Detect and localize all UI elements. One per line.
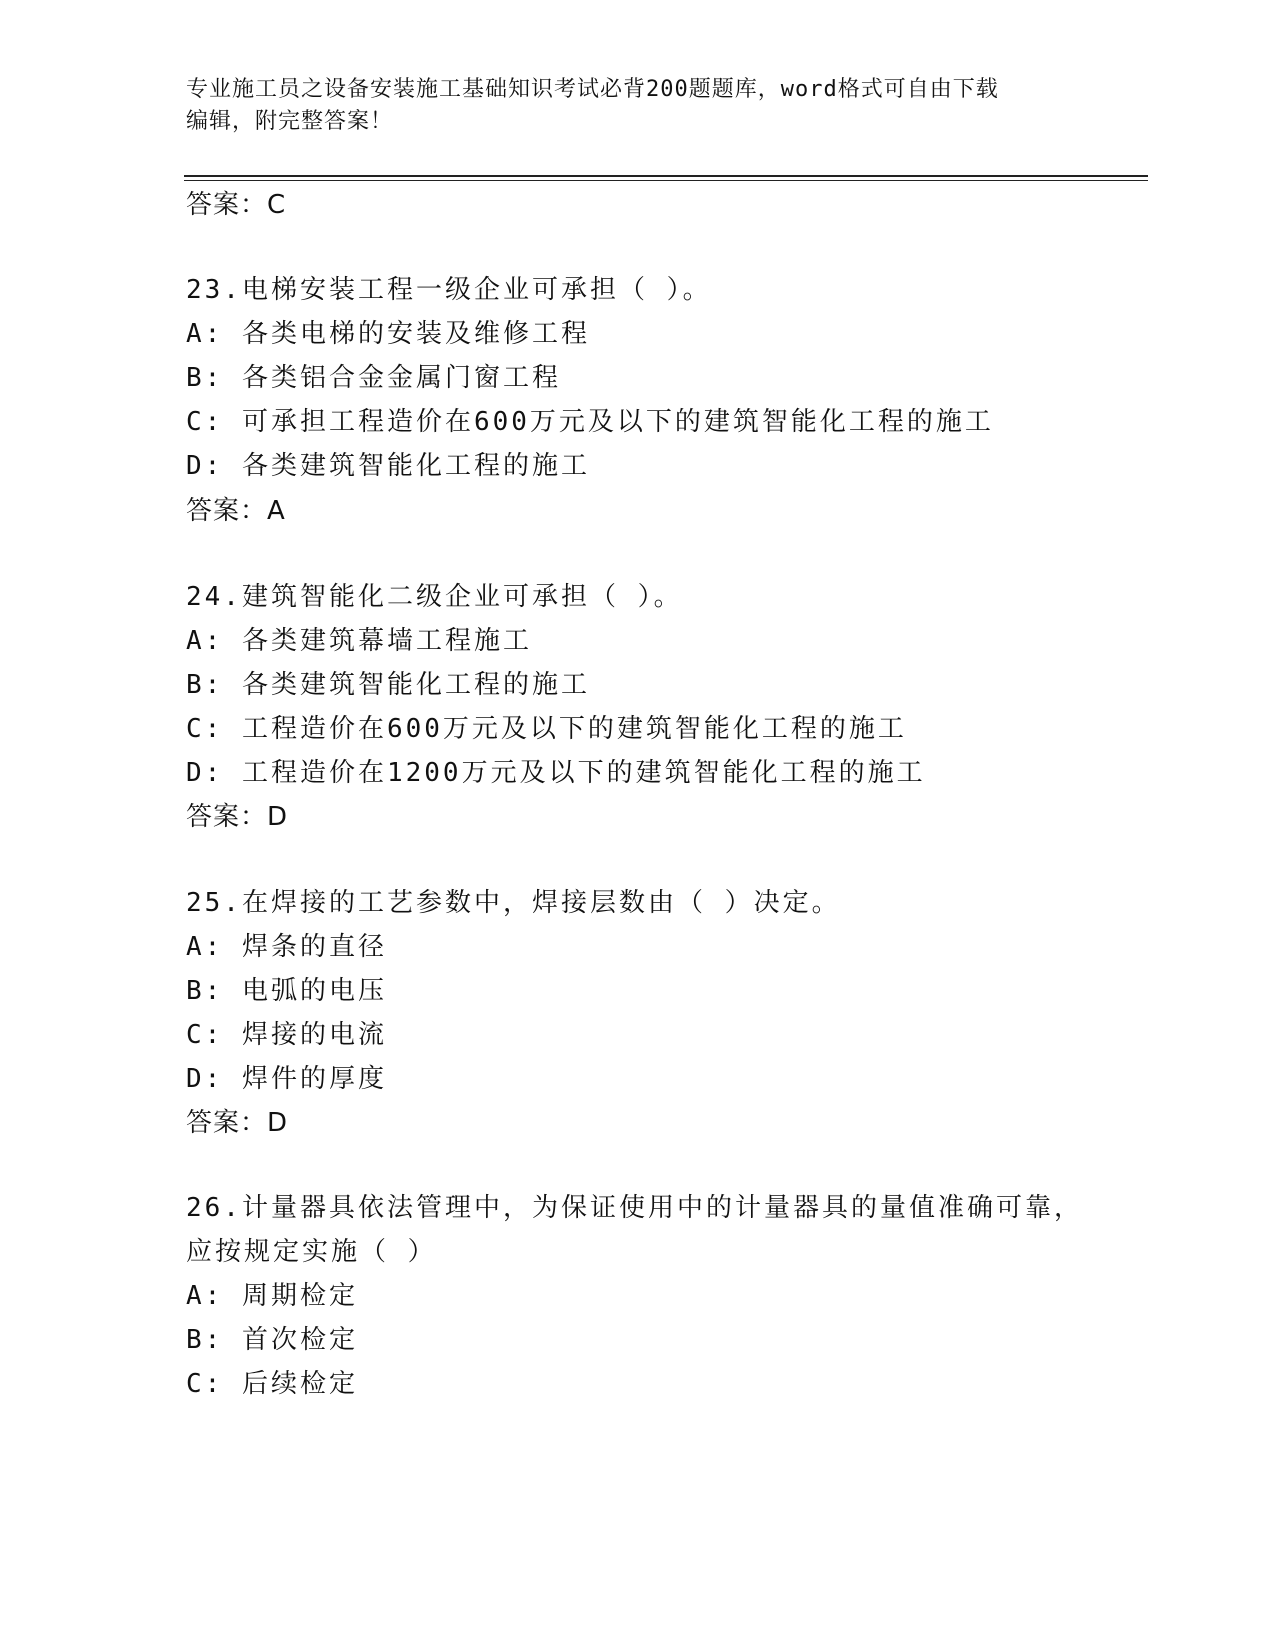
question-25-option-b: B: 电弧的电压 — [186, 976, 387, 1006]
header-line-2: 编辑，附完整答案！ — [186, 109, 394, 134]
question-25-option-c: C: 焊接的电流 — [186, 1020, 387, 1050]
question-25-stem: 25.在焊接的工艺参数中，焊接层数由（ ）决定。 — [186, 888, 841, 918]
question-23-option-d: D: 各类建筑智能化工程的施工 — [186, 451, 590, 481]
question-24-option-c: C: 工程造价在600万元及以下的建筑智能化工程的施工 — [186, 714, 907, 744]
question-24-answer: 答案：D — [186, 802, 289, 832]
question-23-stem: 23.电梯安装工程一级企业可承担（ ）。 — [186, 275, 712, 305]
question-24-stem: 24.建筑智能化二级企业可承担（ ）。 — [186, 582, 683, 612]
question-24-option-d: D: 工程造价在1200万元及以下的建筑智能化工程的施工 — [186, 758, 926, 788]
header-line-1: 专业施工员之设备安装施工基础知识考试必背200题题库，word格式可自由下载 — [186, 77, 999, 102]
question-26-stem-line-1: 26.计量器具依法管理中，为保证使用中的计量器具的量值准确可靠， — [186, 1193, 1083, 1223]
header-divider-thin — [184, 180, 1148, 181]
question-23-option-b: B: 各类铝合金金属门窗工程 — [186, 363, 561, 393]
question-25-answer: 答案：D — [186, 1108, 289, 1138]
header-divider-thick — [184, 175, 1148, 177]
question-26-option-c: C: 后续检定 — [186, 1369, 358, 1399]
question-24-option-b: B: 各类建筑智能化工程的施工 — [186, 670, 590, 700]
question-25-option-d: D: 焊件的厚度 — [186, 1064, 387, 1094]
question-26-stem-line-2: 应按规定实施（ ） — [186, 1237, 437, 1267]
question-23-option-a: A: 各类电梯的安装及维修工程 — [186, 319, 590, 349]
document-header — [186, 74, 1066, 138]
previous-answer: 答案：C — [186, 190, 287, 220]
question-25-option-a: A: 焊条的直径 — [186, 932, 387, 962]
question-24-option-a: A: 各类建筑幕墙工程施工 — [186, 626, 532, 656]
question-23-answer: 答案：A — [186, 496, 286, 526]
question-26-option-b: B: 首次检定 — [186, 1325, 358, 1355]
question-23-option-c: C: 可承担工程造价在600万元及以下的建筑智能化工程的施工 — [186, 407, 994, 437]
question-26-option-a: A: 周期检定 — [186, 1281, 358, 1311]
